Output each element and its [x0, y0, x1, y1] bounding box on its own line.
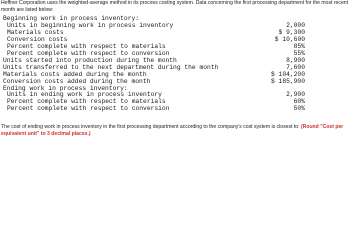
intro-text: Heffner Corporation uses the weighted-average method in its process costing system. Data concerning the first processing department for the most recent month are listed below:	[1, 0, 349, 13]
row-label: Percent complete with respect to materials	[7, 98, 166, 106]
question-body: The cost of ending work in process inventory in the first processing department according to the company's cost system is closest to:	[1, 124, 300, 130]
row-value: 85%	[293, 42, 305, 50]
row-label: Units started into production during the month	[3, 56, 177, 64]
row-value: $ 10,600	[274, 35, 305, 43]
row-label: Ending work in process inventory:	[3, 84, 128, 92]
row-label: Units in ending work in process inventory	[7, 91, 162, 99]
question-text	[1, 124, 349, 138]
row-value: 2,900	[286, 91, 305, 99]
row-label: Percent complete with respect to materials	[7, 42, 166, 50]
row-label: Materials costs	[7, 28, 64, 36]
row-label: Beginning work in process inventory:	[3, 15, 140, 22]
row-value: 8,900	[286, 56, 305, 64]
row-label: Conversion costs added during the month	[3, 77, 151, 85]
row-value: 55%	[293, 49, 305, 57]
row-label: Units transferred to the next department during the month	[3, 63, 219, 71]
row-value: $ 9,300	[278, 28, 305, 36]
row-value: 50%	[293, 105, 305, 113]
row-label: Percent complete with respect to conversion	[7, 105, 170, 113]
row-value: $ 185,900	[270, 77, 305, 85]
department-data-table	[3, 16, 305, 113]
rounding-hint: (Round "Cost per equivalent unit" to 3 decimal places.)	[1, 124, 344, 137]
row-value: 60%	[293, 98, 305, 106]
row-value: 7,600	[286, 63, 305, 71]
row-value: 2,000	[286, 21, 305, 29]
row-value: $ 104,200	[270, 70, 305, 78]
row-label: Conversion costs	[7, 35, 68, 43]
data-row	[3, 106, 305, 113]
row-label: Percent complete with respect to conversion	[7, 49, 170, 57]
row-label: Units in beginning work in process inventory	[7, 21, 174, 29]
row-label: Materials costs added during the month	[3, 70, 147, 78]
